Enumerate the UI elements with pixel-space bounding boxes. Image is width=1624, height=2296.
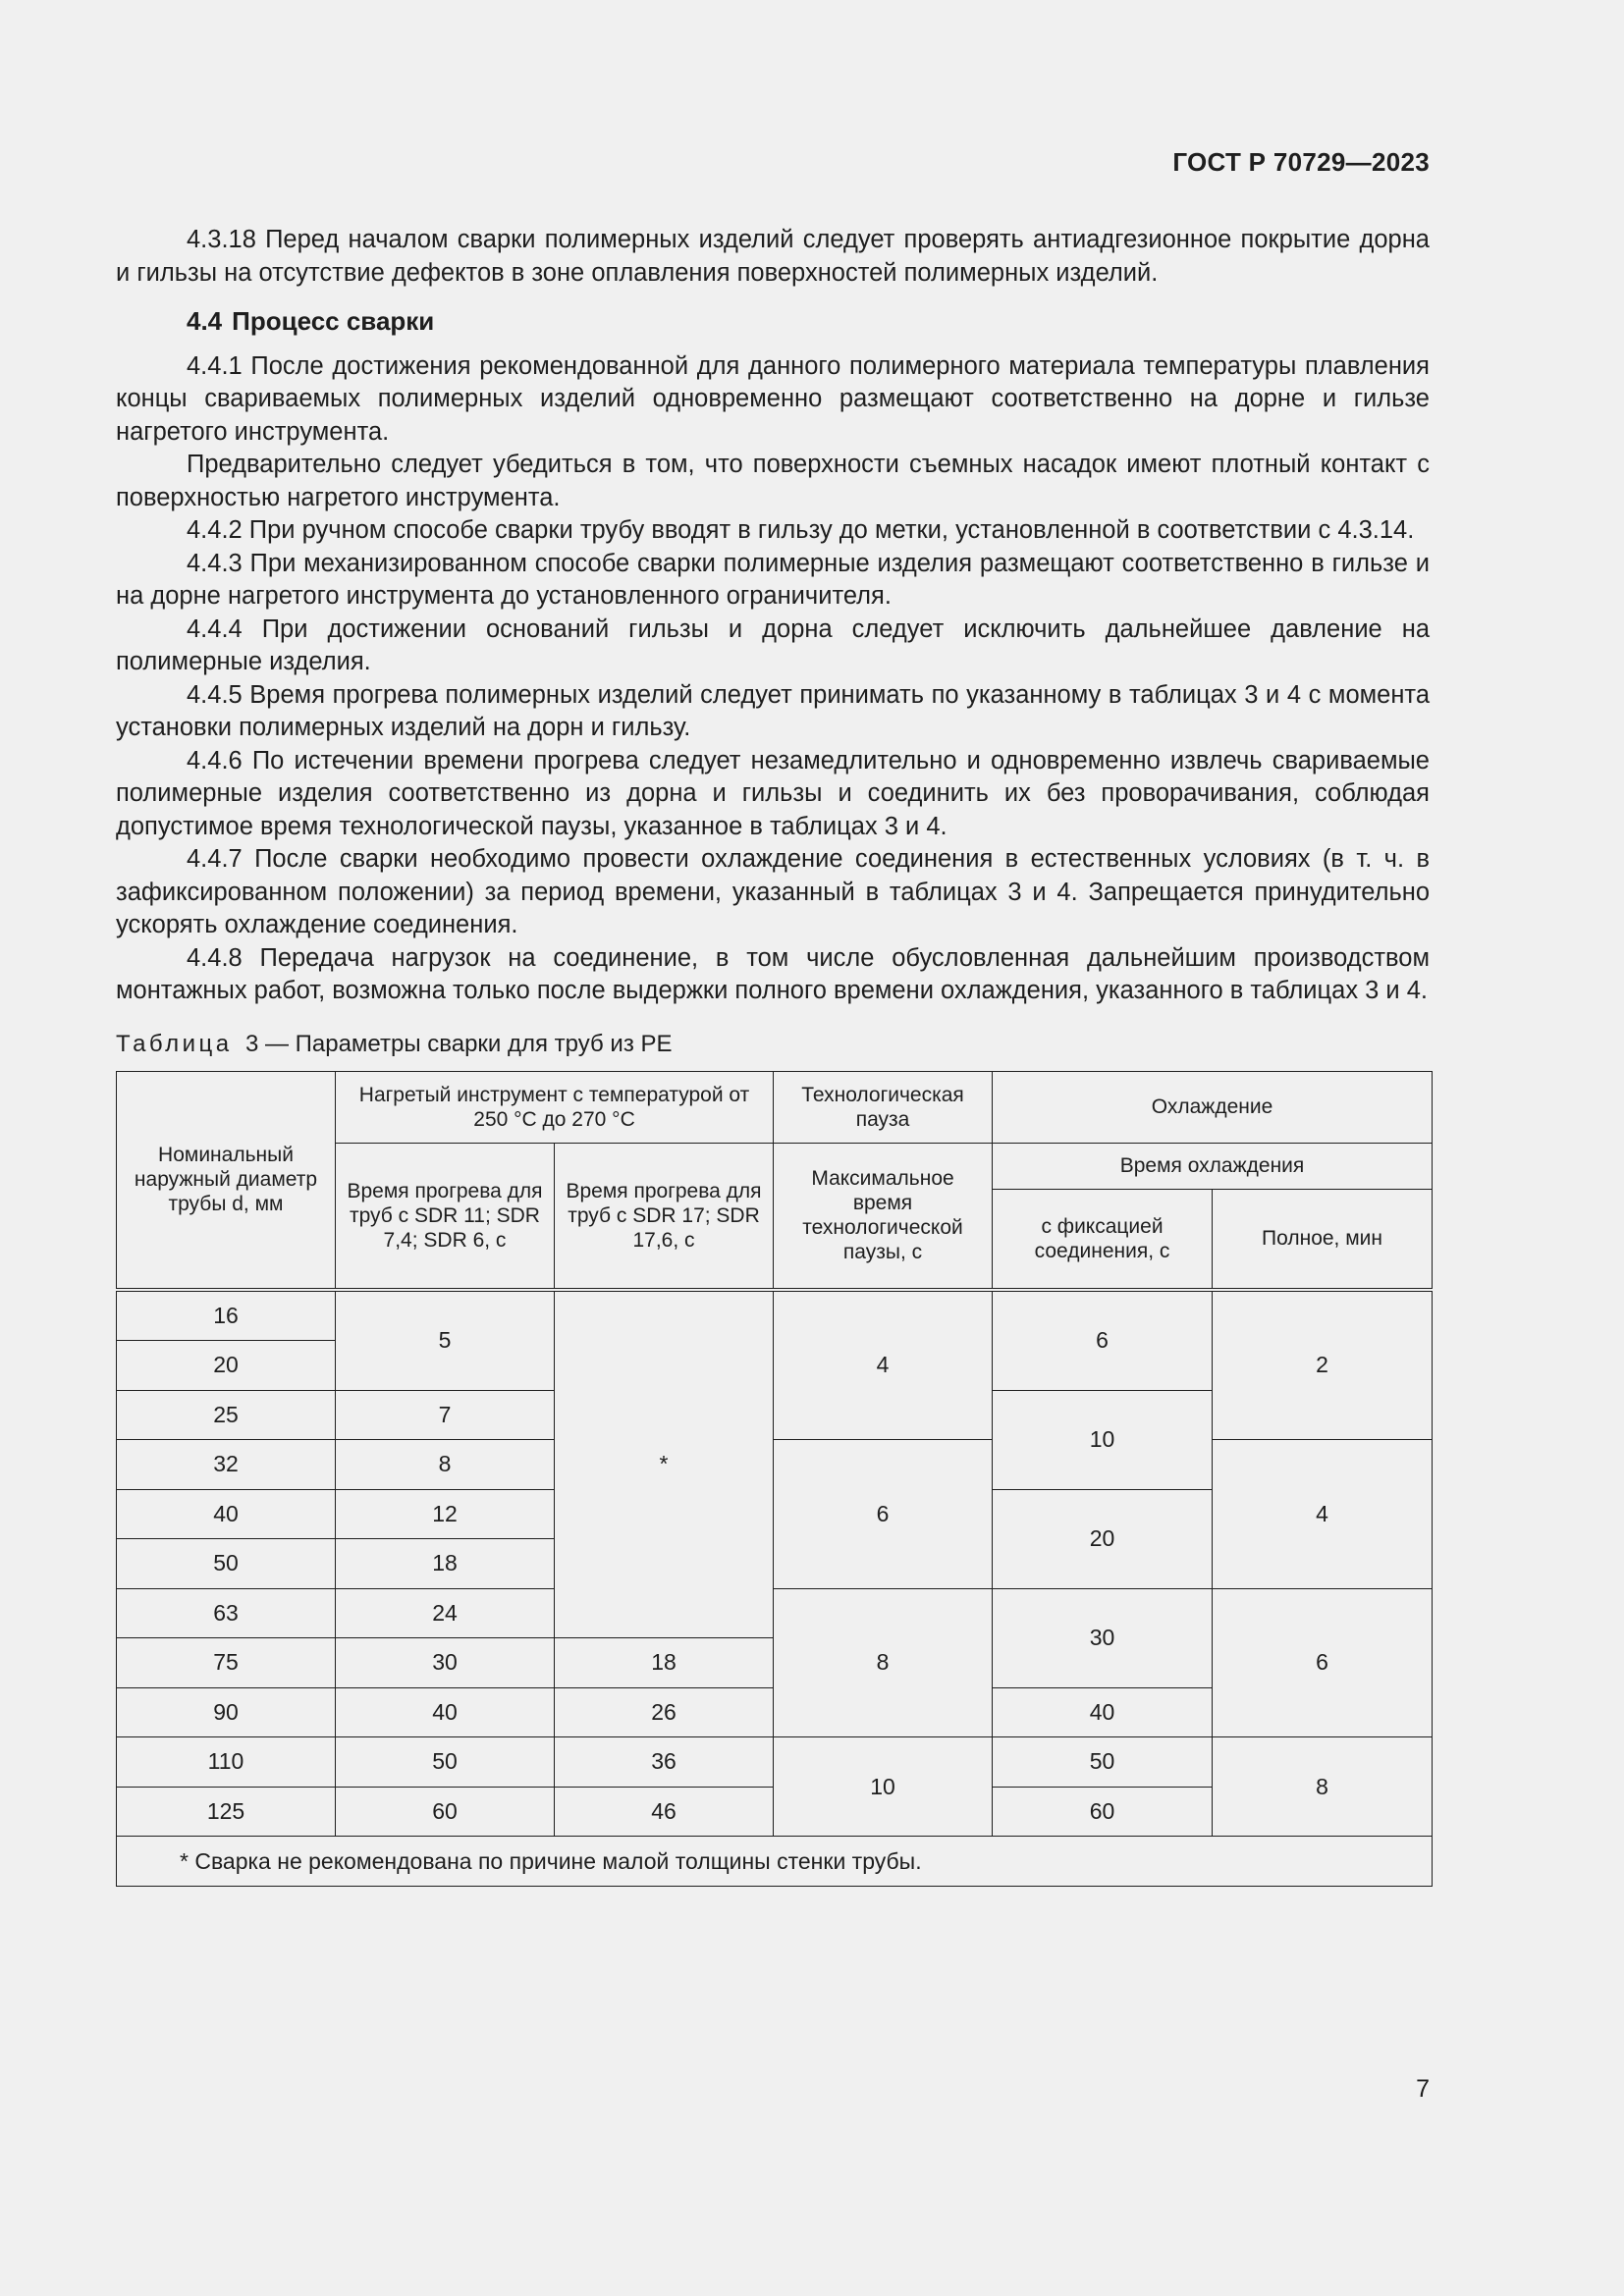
header-tech-pause: Технологическая пауза [774,1071,993,1143]
paragraph-4-4-8: 4.4.8 Передача нагрузок на соединение, в том числе обусловленная дальнейшим производством монтажных работ, возможна только после выдержки полного времени охлаждения, указанного в таблицах 3 и 4. [116,943,1430,1004]
paragraph-preliminary: Предварительно следует убедиться в том, что поверхности съемных насадок имеют плотный контакт с поверхностью нагретого инструмента. [116,451,1430,511]
cell-cool-fixed: 40 [993,1687,1213,1737]
cell-cool-fixed: 10 [993,1390,1213,1489]
paragraph-4-4-3: 4.4.3 При механизированном способе сварки полимерные изделия размещают соответственно в гильзе и на дорне нагретого инструмента до установленного ограничителя. [116,549,1430,610]
paragraph-4-4-7: 4.4.7 После сварки необходимо провести охлаждение соединения в естественных условиях (в т. ч. в зафиксированном положении) за период времени, указанный в таблицах 3 и 4. Запрещается принудительно ускорять охлаждение соединения. [116,845,1430,938]
cell-cool-fixed: 50 [993,1737,1213,1788]
cell-cool-full: 2 [1213,1290,1433,1440]
cell-diameter: 110 [117,1737,336,1788]
cell-heat-sdr11: 8 [336,1440,555,1490]
page-number: 7 [1416,2075,1430,2103]
cell-heat-sdr17: 36 [555,1737,774,1788]
table-footnote: * Сварка не рекомендована по причине малой толщины стенки трубы. [117,1837,1433,1887]
cell-cool-full: 6 [1213,1588,1433,1737]
paragraph-4-4-2: 4.4.2 При ручном способе сварки трубу вводят в гильзу до метки, установленной в соответствии с 4.3.14. [187,516,1415,544]
header-cooling: Охлаждение [993,1071,1433,1143]
cell-diameter: 75 [117,1638,336,1688]
cell-heat-sdr17: 18 [555,1638,774,1688]
paragraph-4-3-18: 4.3.18 Перед началом сварки полимерных изделий следует проверять антиадгезионное покрытие дорна и гильзы на отсутствие дефектов в зоне оплавления поверхностей полимерных изделий. [116,226,1430,287]
paragraph-4-4-4: 4.4.4 При достижении оснований гильзы и дорна следует исключить дальнейшее давление на полимерные изделия. [116,614,1430,675]
section-number: 4.4 [187,306,223,336]
cell-max-pause: 6 [774,1440,993,1589]
cell-cool-full: 8 [1213,1737,1433,1837]
cell-diameter: 32 [117,1440,336,1490]
table-caption-title: 3 — Параметры сварки для труб из PE [244,1030,673,1057]
table-caption [116,1030,1430,1059]
cell-heat-sdr11: 18 [336,1539,555,1589]
cell-diameter: 50 [117,1539,336,1589]
header-diameter: Номинальный наружный диаметр трубы d, мм [117,1071,336,1290]
cell-cool-full: 4 [1213,1440,1433,1589]
cell-heat-sdr17: * [555,1290,774,1638]
section-title: Процесс сварки [232,306,435,336]
header-heated-tool: Нагретый инструмент с температурой от 250 °С до 270 °С [336,1071,774,1143]
cell-heat-sdr11: 5 [336,1290,555,1391]
header-heat-sdr17: Время прогрева для труб с SDR 17; SDR 17,6, с [555,1143,774,1290]
cell-diameter: 90 [117,1687,336,1737]
cell-heat-sdr11: 60 [336,1787,555,1837]
cell-diameter: 125 [117,1787,336,1837]
paragraph-4-4-5: 4.4.5 Время прогрева полимерных изделий следует принимать по указанному в таблицах 3 и 4 с момента установки полимерных изделий на дорн и гильзу. [116,680,1430,741]
paragraph-4-4-1: 4.4.1 После достижения рекомендованной для данного полимерного материала температуры плавления концы свариваемых полимерных изделий одновременно размещают соответственно на дорне и гильзе нагретого инструмента. [116,351,1430,446]
cell-heat-sdr11: 12 [336,1489,555,1539]
header-cooling-fixed: с фиксацией соединения, с [993,1189,1213,1290]
header-cooling-full: Полное, мин [1213,1189,1433,1290]
cell-cool-fixed: 60 [993,1787,1213,1837]
header-cooling-time: Время охлаждения [993,1143,1433,1189]
document-body [116,224,1430,1887]
header-heat-sdr11: Время прогрева для труб с SDR 11; SDR 7,4; SDR 6, с [336,1143,555,1290]
welding-parameters-table [116,1071,1433,1888]
paragraph-4-4-6: 4.4.6 По истечении времени прогрева следует незамедлительно и одновременно извлечь свариваемые полимерные изделия соответственно из дорна и гильзы и соединить их без проворачивания, соблюдая допустимое время технологической паузы, указанное в таблицах 3 и 4. [116,746,1430,840]
cell-max-pause: 8 [774,1588,993,1737]
cell-diameter: 40 [117,1489,336,1539]
cell-diameter: 20 [117,1341,336,1391]
cell-diameter: 25 [117,1390,336,1440]
cell-heat-sdr11: 7 [336,1390,555,1440]
cell-heat-sdr11: 40 [336,1687,555,1737]
cell-heat-sdr17: 46 [555,1787,774,1837]
cell-cool-fixed: 6 [993,1290,1213,1391]
cell-cool-fixed: 30 [993,1588,1213,1687]
section-heading [116,305,1430,339]
cell-cool-fixed: 20 [993,1489,1213,1588]
cell-max-pause: 4 [774,1290,993,1440]
header-max-pause: Максимальное время технологической паузы, с [774,1143,993,1290]
cell-diameter: 16 [117,1290,336,1341]
cell-heat-sdr17: 26 [555,1687,774,1737]
cell-diameter: 63 [117,1588,336,1638]
cell-heat-sdr11: 50 [336,1737,555,1788]
cell-heat-sdr11: 30 [336,1638,555,1688]
table-caption-word: Таблица [116,1030,233,1057]
cell-heat-sdr11: 24 [336,1588,555,1638]
standard-designation: ГОСТ Р 70729—2023 [1172,147,1430,177]
cell-max-pause: 10 [774,1737,993,1837]
